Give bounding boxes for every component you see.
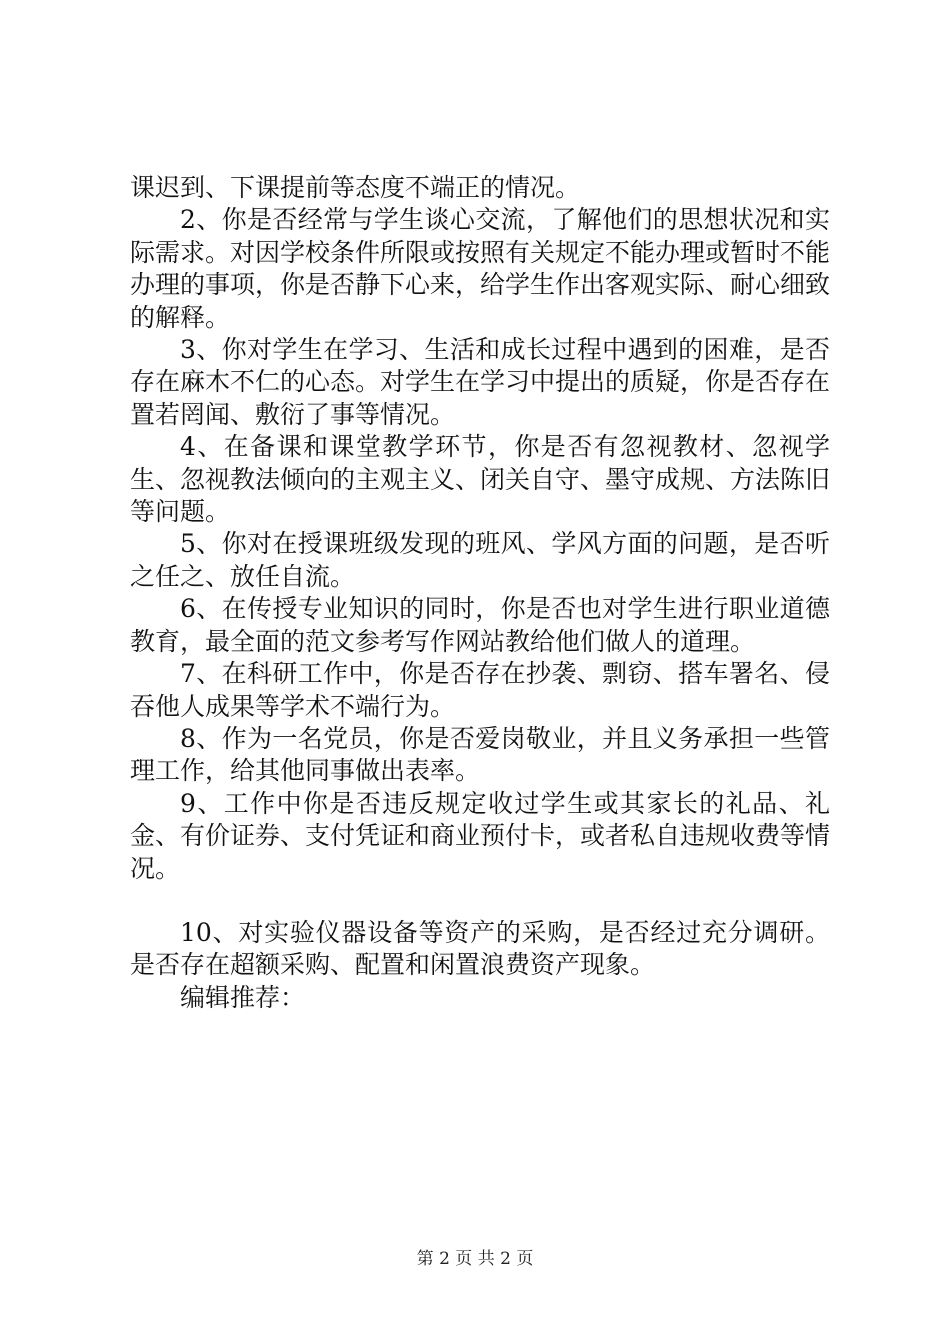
paragraph-item-5: 5、你对在授课班级发现的班风、学风方面的问题，是否听之任之、放任自流。 — [130, 529, 830, 591]
paragraph-item-9: 9、工作中你是否违反规定收过学生或其家长的礼品、礼金、有价证券、支付凭证和商业预付卡，或者私自违规收费等情况。 — [130, 788, 831, 883]
paragraph-item-7: 7、在科研工作中，你是否存在抄袭、剽窃、搭车署名、侵吞他人成果等学术不端行为。 — [130, 659, 830, 721]
paragraph-continuation: 课迟到、下课提前等态度不端正的情况。 — [130, 173, 581, 202]
document-body — [130, 172, 830, 1014]
paragraph-item-6: 6、在传授专业知识的同时，你是否也对学生进行职业道德教育，最全面的范文参考写作网站教给他们做人的道理。 — [130, 594, 830, 656]
paragraph-item-8: 8、作为一名党员，你是否爱岗敬业，并且义务承担一些管理工作，给其他同事做出表率。 — [130, 723, 830, 786]
page-number-footer: 第 2 页 共 2 页 — [416, 1249, 534, 1269]
editor-recommendation-label: 编辑推荐： — [180, 982, 306, 1012]
paragraph-item-10: 10、对实验仪器设备等资产的采购，是否经过充分调研。是否存在超额采购、配置和闲置浪费资产现象。 — [130, 917, 830, 980]
paragraph-item-3: 3、你对学生在学习、生活和成长过程中遇到的困难，是否存在麻木不仁的心态。对学生在学习中提出的质疑，你是否存在置若罔闻、敷衍了事等情况。 — [130, 335, 831, 429]
paragraph-item-2: 2、你是否经常与学生谈心交流，了解他们的思想状况和实际需求。对因学校条件所限或按照有关规定不能办理或暂时不能办理的事项，你是否静下心来，给学生作出客观实际、耐心细致的解释。 — [130, 205, 831, 332]
paragraph-item-4: 4、在备课和课堂教学环节，你是否有忽视教材、忽视学生、忽视教法倾向的主观主义、闭关自守、墨守成规、方法陈旧等问题。 — [130, 432, 831, 527]
